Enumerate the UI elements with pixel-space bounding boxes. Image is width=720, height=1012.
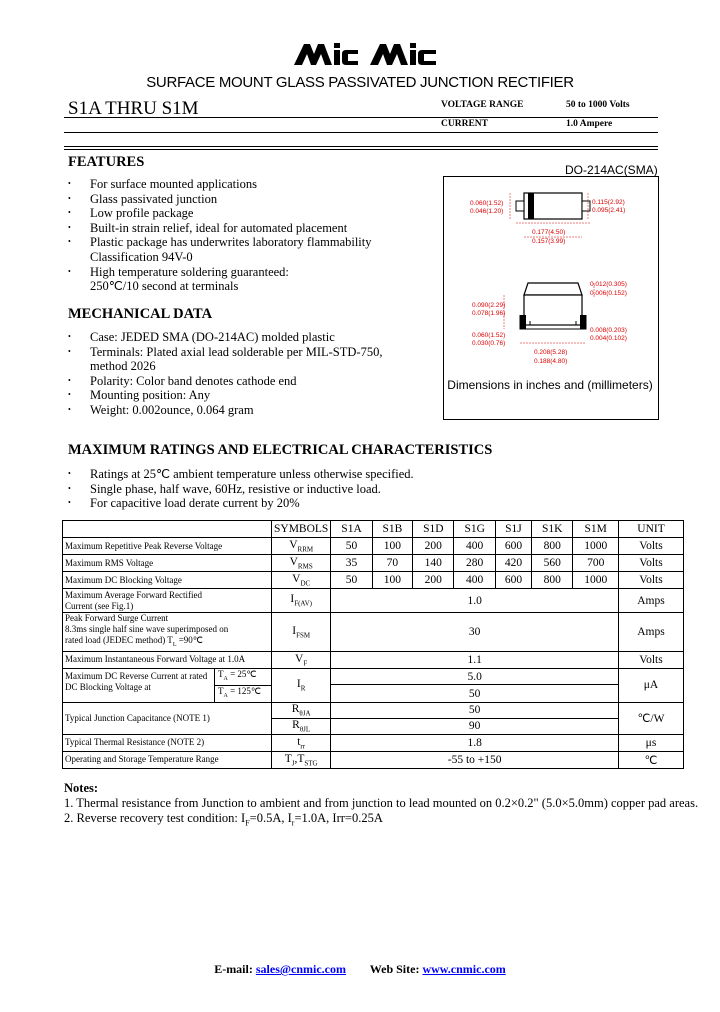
table-row bbox=[63, 589, 684, 613]
value-cell: 30 bbox=[331, 613, 619, 652]
value-cell: 1000 bbox=[573, 538, 619, 555]
package-name: DO-214AC(SMA) bbox=[565, 163, 658, 177]
unit-cell: Volts bbox=[619, 572, 684, 589]
company-logo bbox=[290, 38, 440, 68]
notes-title: Notes: bbox=[64, 781, 99, 795]
table-header-cell: UNIT bbox=[619, 521, 684, 538]
features-heading: FEATURES bbox=[68, 154, 145, 170]
unit-cell: Amps bbox=[619, 589, 684, 613]
table-row bbox=[63, 734, 684, 751]
symbol-cell: $V_{DC}$ bbox=[272, 572, 331, 589]
table-header-cell: SYMBOLS bbox=[272, 521, 331, 538]
list-item: • Single phase, half wave, 60Hz, resistive or inductive load. bbox=[68, 482, 668, 497]
ratings-heading: MAXIMUM RATINGS AND ELECTRICAL CHARACTERISTICS bbox=[68, 442, 493, 458]
list-item: • Terminals: Plated axial lead solderable per MIL-STD-750, bbox=[68, 345, 438, 360]
table-row bbox=[63, 572, 684, 589]
symbol-cell: $V_F$ bbox=[272, 651, 331, 668]
dim-label: 0.188(4.80) bbox=[534, 358, 568, 365]
table-header-cell: S1M bbox=[573, 521, 619, 538]
dim-label: 0.008(0.203) bbox=[590, 327, 627, 334]
value-cell: 700 bbox=[573, 555, 619, 572]
dim-label: 0.115(2.92) bbox=[592, 199, 625, 206]
value-cell: 560 bbox=[532, 555, 573, 572]
table-header-cell bbox=[63, 521, 272, 538]
dim-label: 0.208(5.28) bbox=[534, 349, 568, 356]
dim-label: 0.177(4.50) bbox=[532, 229, 566, 236]
param-cell: Typical Junction Capacitance (NOTE 1) bbox=[63, 702, 272, 734]
mechanical-heading: MECHANICAL DATA bbox=[68, 306, 213, 322]
table-row bbox=[63, 668, 684, 684]
table-header-cell: S1D bbox=[413, 521, 454, 538]
value-cell: 1.8 bbox=[331, 734, 619, 751]
unit-cell: Volts bbox=[619, 651, 684, 668]
symbol-cell: $V_{RMS}$ bbox=[272, 555, 331, 572]
param-cell: Typical Thermal Resistance (NOTE 2) bbox=[63, 734, 272, 751]
param-cell: Maximum Repetitive Peak Reverse Voltage bbox=[63, 538, 272, 555]
table-header-cell: S1J bbox=[495, 521, 531, 538]
value-cell: 100 bbox=[372, 538, 412, 555]
list-item: • Weight: 0.002ounce, 0.064 gram bbox=[68, 403, 438, 418]
list-item: • For surface mounted applications bbox=[68, 177, 438, 192]
dim-label: 0.046(1.20) bbox=[470, 208, 504, 215]
value-cell: 50 bbox=[331, 538, 372, 555]
value-cell: 800 bbox=[532, 538, 573, 555]
param-cell: Maximum DC Blocking Voltage bbox=[63, 572, 272, 589]
symbol-cell: $I_{FSM}$ bbox=[272, 613, 331, 652]
param-cell: Maximum DC Reverse Current at rated DC Blocking Voltage at $T_A$ = 25℃ $T_A$ = 125℃ bbox=[63, 668, 272, 702]
value-cell: -55 to +150 bbox=[331, 751, 619, 768]
unit-cell: μs bbox=[619, 734, 684, 751]
voltage-range-label: VOLTAGE RANGE bbox=[441, 100, 524, 110]
value-cell: 100 bbox=[372, 572, 412, 589]
package-drawing bbox=[444, 177, 658, 377]
value-cell: 420 bbox=[495, 555, 531, 572]
param-cell: Operating and Storage Temperature Range bbox=[63, 751, 272, 768]
symbol-cell: $R_{\theta JL}$ bbox=[272, 718, 331, 734]
table-row bbox=[63, 555, 684, 572]
dim-label: 0.060(1.52) bbox=[470, 200, 504, 207]
unit-cell: Volts bbox=[619, 555, 684, 572]
dim-label: 0.157(3.99) bbox=[532, 238, 566, 245]
website-label: Web Site: bbox=[369, 962, 420, 976]
email-label: E-mail: bbox=[214, 962, 253, 976]
list-item: method 2026 bbox=[90, 359, 156, 374]
notes-section bbox=[64, 781, 698, 831]
list-item: • High temperature soldering guaranteed: bbox=[68, 265, 438, 280]
table-row bbox=[63, 702, 684, 718]
value-cell: 1000 bbox=[573, 572, 619, 589]
list-item: Classification 94V-0 bbox=[90, 249, 193, 264]
value-cell: 1.0 bbox=[331, 589, 619, 613]
table-row bbox=[63, 613, 684, 652]
value-cell: 1.1 bbox=[331, 651, 619, 668]
list-item: • Built-in strain relief, ideal for automated placement bbox=[68, 221, 438, 236]
footer bbox=[0, 962, 720, 977]
symbol-cell: $R_{\theta JA}$ bbox=[272, 702, 331, 718]
list-item: • Polarity: Color band denotes cathode end bbox=[68, 374, 438, 389]
value-cell: 600 bbox=[495, 538, 531, 555]
symbol-cell: $t_{rr}$ bbox=[272, 734, 331, 751]
divider bbox=[64, 149, 658, 150]
symbol-cell: $I_R$ bbox=[272, 668, 331, 702]
dim-label: 0.004(0.102) bbox=[590, 335, 627, 342]
list-item: • For capacitive load derate current by 20% bbox=[68, 496, 668, 511]
table-header-cell: S1B bbox=[372, 521, 412, 538]
param-cell: Peak Forward Surge Current 8.3ms single half sine wave superimposed on rated load (JEDEC method) $T_L$ =90℃ bbox=[63, 613, 272, 652]
value-cell: 800 bbox=[532, 572, 573, 589]
param-cell: Maximum RMS Voltage bbox=[63, 555, 272, 572]
part-range-title: S1A THRU S1M bbox=[68, 98, 199, 119]
dim-label: 0.012(0.305) bbox=[590, 281, 627, 288]
list-item: • Ratings at 25℃ ambient temperature unless otherwise specified. bbox=[68, 467, 668, 482]
table-row bbox=[63, 538, 684, 555]
list-item: • Low profile package bbox=[68, 206, 438, 221]
list-item: • Glass passivated junction bbox=[68, 192, 438, 207]
mechanical-list bbox=[68, 330, 438, 418]
current-value: 1.0 Ampere bbox=[566, 119, 613, 129]
value-cell: 280 bbox=[454, 555, 495, 572]
note-1: 1. Thermal resistance from Junction to ambient and from junction to lead mounted on 0.2×0.2" (5.0×5.0mm) copper pad areas. bbox=[64, 796, 699, 810]
email-link[interactable]: sales@cnmic.com bbox=[255, 962, 346, 976]
value-cell: 400 bbox=[454, 572, 495, 589]
value-cell: 140 bbox=[413, 555, 454, 572]
value-cell: 90 bbox=[331, 718, 619, 734]
symbol-cell: $V_{RRM}$ bbox=[272, 538, 331, 555]
list-item: • Mounting position: Any bbox=[68, 388, 438, 403]
value-cell: 200 bbox=[413, 538, 454, 555]
value-cell: 50 bbox=[331, 685, 619, 703]
param-cell: Maximum Instantaneous Forward Voltage at 1.0A bbox=[63, 651, 272, 668]
package-caption: Dimensions in inches and (millimeters) bbox=[447, 378, 653, 392]
divider bbox=[64, 117, 658, 118]
table-row bbox=[63, 651, 684, 668]
website-link[interactable]: www.cnmic.com bbox=[422, 962, 506, 976]
value-cell: 70 bbox=[372, 555, 412, 572]
table-header-cell: S1G bbox=[454, 521, 495, 538]
list-item: • Plastic package has underwrites laboratory flammability bbox=[68, 235, 438, 250]
unit-cell: Amps bbox=[619, 613, 684, 652]
value-cell: 35 bbox=[331, 555, 372, 572]
dim-label: 0.030(0.76) bbox=[472, 340, 506, 347]
table-row bbox=[63, 751, 684, 768]
unit-cell: ℃ bbox=[619, 751, 684, 768]
value-cell: 5.0 bbox=[331, 668, 619, 684]
voltage-range-value: 50 to 1000 Volts bbox=[566, 100, 630, 110]
value-cell: 400 bbox=[454, 538, 495, 555]
unit-cell: μA bbox=[619, 668, 684, 702]
table-header-cell: S1A bbox=[331, 521, 372, 538]
symbol-cell: $I_{F(AV)}$ bbox=[272, 589, 331, 613]
dim-label: 0.060(1.52) bbox=[472, 332, 506, 339]
list-item: • Case: JEDED SMA (DO-214AC) molded plastic bbox=[68, 330, 438, 345]
unit-cell: Volts bbox=[619, 538, 684, 555]
unit-cell: ℃/W bbox=[619, 702, 684, 734]
table-header-cell: S1K bbox=[532, 521, 573, 538]
note-2: 2. Reverse recovery test condition: $I_F=0.5A$, $I_r=1.0A$, Irr=0.25A bbox=[64, 811, 383, 828]
value-cell: 200 bbox=[413, 572, 454, 589]
current-label: CURRENT bbox=[441, 119, 488, 129]
symbol-cell: $T_J,T_{STG}$ bbox=[272, 751, 331, 768]
dim-label: 0.006(0.152) bbox=[590, 290, 627, 297]
divider bbox=[64, 132, 658, 133]
divider bbox=[64, 146, 658, 147]
dim-label: 0.078(1.96) bbox=[472, 310, 506, 317]
dim-label: 0.090(2.29) bbox=[472, 302, 506, 309]
value-cell: 600 bbox=[495, 572, 531, 589]
param-cell: Maximum Average Forward Rectified Current (see Fig.1) bbox=[63, 589, 272, 613]
table-header-row bbox=[63, 521, 684, 538]
ratings-table bbox=[62, 520, 684, 769]
dim-label: 0.095(2.41) bbox=[592, 207, 626, 214]
ratings-conditions bbox=[68, 467, 668, 511]
value-cell: 50 bbox=[331, 702, 619, 718]
list-item: 250℃/10 second at terminals bbox=[90, 279, 239, 294]
value-cell: 50 bbox=[331, 572, 372, 589]
features-list bbox=[68, 177, 438, 294]
document-subtitle: SURFACE MOUNT GLASS PASSIVATED JUNCTION RECTIFIER bbox=[146, 74, 574, 91]
